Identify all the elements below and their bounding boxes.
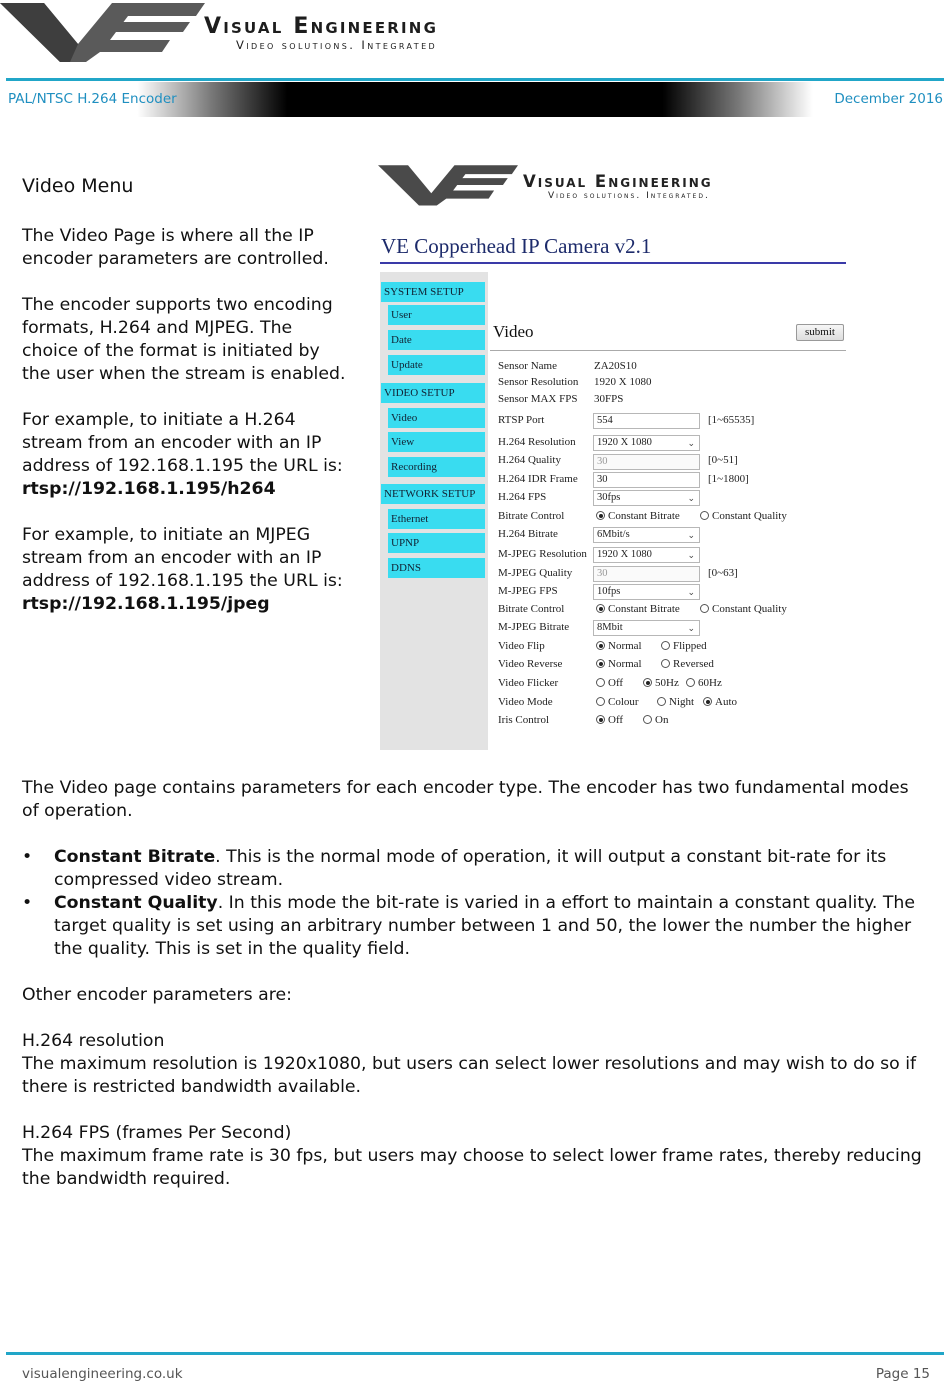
mjpeg-constant-quality-radio[interactable] xyxy=(700,603,787,615)
rtsp-port-input[interactable]: 554 xyxy=(593,413,700,429)
doc-date: December 2016 xyxy=(834,91,943,107)
mjpeg-bitrate-label: M-JPEG Bitrate xyxy=(498,621,570,633)
radio-unselected-icon xyxy=(596,697,605,706)
sensor-fps-label: Sensor MAX FPS xyxy=(498,393,578,405)
shot-brand-tagline: Video solutions. Integrated. xyxy=(548,191,710,201)
form-rule xyxy=(490,350,846,351)
mjpeg-bitrate-select[interactable] xyxy=(593,620,700,636)
h264-resolution-select[interactable] xyxy=(593,435,700,451)
h264-idr-input[interactable]: 30 xyxy=(593,472,700,488)
page-number: Page 15 xyxy=(875,1366,930,1382)
video-reverse-label: Video Reverse xyxy=(498,658,563,670)
chevron-down-icon: ⌄ xyxy=(687,550,695,560)
submit-button[interactable]: submit xyxy=(796,324,844,341)
chevron-down-icon: ⌄ xyxy=(687,587,695,597)
bullet-term: Constant Quality xyxy=(54,893,218,913)
iris-on-radio[interactable] xyxy=(643,714,668,726)
h264-resolution-text: The maximum resolution is 1920x1080, but users can select lower resolutions and may wish to do so if there is restricted bandwidth available. xyxy=(22,1054,917,1097)
ve-logo xyxy=(0,0,205,64)
brand-tagline: Video solutions. Integrated xyxy=(236,38,438,52)
h264-fps-label: H.264 FPS xyxy=(498,491,547,503)
video-mode-label: Video Mode xyxy=(498,696,553,708)
section-heading: Video Menu xyxy=(22,175,134,197)
mjpeg-example-text: For example, to initiate an MJPEG stream from an encoder with an IP address of 192.168.1.195 the URL is: xyxy=(22,525,343,591)
chevron-down-icon: ⌄ xyxy=(687,623,695,633)
bullet-text: . In this mode the bit-rate is varied in a effort to maintain a constant quality. The target quality is set using an arbitrary number between 1 and 50, the lower the number the higher the quality. This is set in the quality field. xyxy=(54,893,916,959)
chevron-down-icon: ⌄ xyxy=(687,493,695,503)
radio-unselected-icon xyxy=(596,678,605,687)
shot-brand-name: Visual Engineering xyxy=(523,172,713,191)
bullet-text: . This is the normal mode of operation, it will output a constant bit-rate for its compressed video stream. xyxy=(54,847,887,890)
radio-unselected-icon xyxy=(686,678,695,687)
iris-off-radio[interactable] xyxy=(596,714,623,726)
mjpeg-quality-input[interactable]: 30 xyxy=(593,566,700,582)
mjpeg-quality-label: M-JPEG Quality xyxy=(498,567,573,579)
radio-unselected-icon xyxy=(643,715,652,724)
h264-example xyxy=(22,409,352,501)
flicker-60hz-radio[interactable] xyxy=(686,677,722,689)
sidebar-item-recording[interactable]: Recording xyxy=(388,457,485,477)
iris-control-label: Iris Control xyxy=(498,714,550,726)
footer-rule xyxy=(6,1352,944,1355)
h264-url: rtsp://192.168.1.195/h264 xyxy=(22,479,276,499)
flicker-50hz-radio[interactable] xyxy=(643,677,679,689)
radio-label: 50Hz xyxy=(655,677,679,689)
radio-label: 60Hz xyxy=(698,677,722,689)
radio-label: Normal xyxy=(608,640,642,652)
radio-unselected-icon xyxy=(661,641,670,650)
h264-resolution-section xyxy=(22,1030,927,1099)
h264-example-text: For example, to initiate a H.264 stream from an encoder with an IP address of 192.168.1.195 the URL is: xyxy=(22,410,343,476)
sidebar-item-user[interactable]: User xyxy=(388,305,485,325)
formats-paragraph: The encoder supports two encoding formats, H.264 and MJPEG. The choice of the format is initiated by the user when the stream is enabled. xyxy=(22,295,346,384)
rtsp-port-label: RTSP Port xyxy=(498,414,545,426)
radio-selected-icon xyxy=(596,641,605,650)
mjpeg-bitrate-value: 8Mbit xyxy=(597,622,623,633)
radio-label: Reversed xyxy=(673,658,714,670)
bullet-term: Constant Bitrate xyxy=(54,847,216,867)
chevron-down-icon: ⌄ xyxy=(687,530,695,540)
h264-fps-value: 30fps xyxy=(597,492,621,503)
h264-quality-range: [0~51] xyxy=(708,454,738,466)
h264-quality-input[interactable]: 30 xyxy=(593,454,700,470)
form-title: Video xyxy=(493,322,534,341)
sidebar-group-network-setup: NETWORK SETUP xyxy=(381,484,485,504)
rtsp-port-range: [1~65535] xyxy=(708,414,755,426)
radio-selected-icon xyxy=(596,659,605,668)
radio-selected-icon xyxy=(596,511,605,520)
radio-unselected-icon xyxy=(657,697,666,706)
h264-constant-quality-radio[interactable] xyxy=(700,510,787,522)
flicker-off-radio[interactable] xyxy=(596,677,623,689)
radio-label: On xyxy=(655,714,669,726)
reverse-normal-radio[interactable] xyxy=(596,658,642,670)
h264-resolution-label: H.264 Resolution xyxy=(498,436,576,448)
sensor-name-label: Sensor Name xyxy=(498,360,557,372)
camera-title: VE Copperhead IP Camera v2.1 xyxy=(381,234,652,258)
radio-selected-icon xyxy=(703,697,712,706)
doc-title: PAL/NTSC H.264 Encoder xyxy=(8,91,177,107)
sensor-resolution-label: Sensor Resolution xyxy=(498,376,579,388)
sidebar-item-ethernet[interactable]: Ethernet xyxy=(388,509,485,529)
sensor-resolution-value: 1920 X 1080 xyxy=(594,376,652,388)
mjpeg-url: rtsp://192.168.1.195/jpeg xyxy=(22,594,270,614)
radio-selected-icon xyxy=(596,604,605,613)
mjpeg-fps-select[interactable] xyxy=(593,584,700,600)
h264-resolution-heading: H.264 resolution xyxy=(22,1031,165,1051)
sidebar-item-update[interactable]: Update xyxy=(388,355,485,375)
mjpeg-resolution-value: 1920 X 1080 xyxy=(597,549,652,560)
h264-fps-heading: H.264 FPS (frames Per Second) xyxy=(22,1123,292,1143)
h264-resolution-value: 1920 X 1080 xyxy=(597,437,652,448)
mjpeg-example xyxy=(22,524,352,616)
radio-label: Normal xyxy=(608,658,642,670)
radio-unselected-icon xyxy=(700,511,709,520)
intro-column xyxy=(22,172,352,639)
radio-label: Constant Quality xyxy=(712,603,787,615)
sidebar-item-date[interactable]: Date xyxy=(388,330,485,350)
radio-selected-icon xyxy=(596,715,605,724)
mode-colour-radio[interactable] xyxy=(596,696,639,708)
sidebar-item-view[interactable]: View xyxy=(388,432,485,452)
radio-selected-icon xyxy=(643,678,652,687)
flip-normal-radio[interactable] xyxy=(596,640,642,652)
mode-night-radio[interactable] xyxy=(657,696,694,708)
radio-label: Constant Bitrate xyxy=(608,510,680,522)
h264-fps-text: The maximum frame rate is 30 fps, but users may choose to select lower frame rates, thereby reducing the bandwidth required. xyxy=(22,1146,922,1189)
list-item xyxy=(22,892,927,961)
sensor-fps-value: 30FPS xyxy=(594,393,624,405)
radio-unselected-icon xyxy=(700,604,709,613)
list-item xyxy=(22,846,927,892)
other-params: Other encoder parameters are: xyxy=(22,985,292,1005)
sidebar-item-upnp[interactable]: UPNP xyxy=(388,533,485,553)
h264-fps-select[interactable] xyxy=(593,490,700,506)
modes-intro: The Video page contains parameters for each encoder type. The encoder has two fundamental modes of operation. xyxy=(22,778,909,821)
video-flicker-label: Video Flicker xyxy=(498,677,559,689)
h264-idr-range: [1~1800] xyxy=(708,473,749,485)
h264-bitrate-control-label: Bitrate Control xyxy=(498,510,565,522)
video-flip-label: Video Flip xyxy=(498,640,545,652)
h264-idr-label: H.264 IDR Frame xyxy=(498,473,578,485)
radio-label: Constant Bitrate xyxy=(608,603,680,615)
radio-label: Colour xyxy=(608,696,639,708)
header-rule xyxy=(6,78,944,81)
mjpeg-fps-value: 10fps xyxy=(597,586,621,597)
reverse-reversed-radio[interactable] xyxy=(661,658,714,670)
mjpeg-quality-range: [0~63] xyxy=(708,567,738,579)
radio-label: Off xyxy=(608,714,624,726)
radio-label: Auto xyxy=(715,696,737,708)
sidebar-item-video[interactable]: Video xyxy=(388,408,485,428)
brand-name: Visual Engineering xyxy=(204,14,439,39)
ve-logo-small xyxy=(378,162,518,208)
camera-ui-screenshot xyxy=(378,160,848,755)
mjpeg-fps-label: M-JPEG FPS xyxy=(498,585,558,597)
h264-bitrate-value: 6Mbit/s xyxy=(597,529,630,540)
mjpeg-bitrate-control-label: Bitrate Control xyxy=(498,603,565,615)
footer-website: visualengineering.co.uk xyxy=(22,1366,183,1382)
flip-flipped-radio[interactable] xyxy=(661,640,707,652)
h264-bitrate-select[interactable] xyxy=(593,527,700,543)
mjpeg-resolution-select[interactable] xyxy=(593,547,700,563)
sidebar-group-video-setup: VIDEO SETUP xyxy=(381,383,485,403)
body-text xyxy=(22,777,927,1214)
modes-list xyxy=(22,846,927,961)
chevron-down-icon: ⌄ xyxy=(687,438,695,448)
sensor-name-value: ZA20S10 xyxy=(594,360,637,372)
radio-label: Constant Quality xyxy=(712,510,787,522)
intro-paragraph: The Video Page is where all the IP encoder parameters are controlled. xyxy=(22,226,329,269)
radio-label: Flipped xyxy=(673,640,707,652)
h264-bitrate-label: H.264 Bitrate xyxy=(498,528,558,540)
h264-fps-section xyxy=(22,1122,927,1191)
mjpeg-constant-bitrate-radio[interactable] xyxy=(596,603,680,615)
mode-auto-radio[interactable] xyxy=(703,696,737,708)
h264-constant-bitrate-radio[interactable] xyxy=(596,510,680,522)
radio-unselected-icon xyxy=(661,659,670,668)
mjpeg-resolution-label: M-JPEG Resolution xyxy=(498,548,587,560)
radio-label: Night xyxy=(669,696,695,708)
h264-quality-label: H.264 Quality xyxy=(498,454,561,466)
title-rule xyxy=(380,262,846,264)
sidebar-group-system-setup: SYSTEM SETUP xyxy=(381,282,485,302)
radio-label: Off xyxy=(608,677,624,689)
sidebar-item-ddns[interactable]: DDNS xyxy=(388,558,485,578)
